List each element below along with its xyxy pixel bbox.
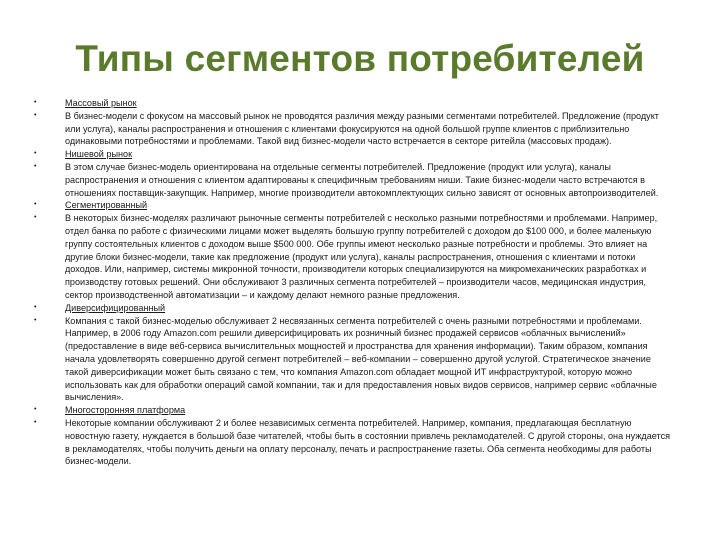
bullet-icon: •	[34, 201, 37, 209]
section-body-text: В некоторых бизнес-моделях различают рыночные сегменты потребителей с несколько разными потребностями и проблемами. Например, отдел банка по работе с физическими лицами может выделять большую группу потребителей с доходом до $100 000, и более маленькую группу состоятельных клиентов с доходом выше $500 000. Обе группы имеют несколько разные потребности и проблемы. Это влияет на другие блоки бизнес-модели, такие как предложение (продукт или услуга), каналы распространения, отношения с клиентами и потоки доходов. Или, например, системы микронной точности, производители которых специализируются на микромеханических разработках и производству готовых решений. Они обслуживают 3 различных сегмента потребителей – производители часов, медицинская индустрия, сектор производственной автоматизации – и каждому делают немного разные предложения.	[65, 213, 658, 300]
section-body-text: Компания с такой бизнес-моделью обслуживает 2 несвязанных сегмента потребителей с очень разными потребностями и проблемами. Например, в 2006 году Amazon.com решили диверсифицировать их розничный бизнес продажей сервисов «облачных вычислений» (предоставление в виде веб-сервиса вычислительных мощностей и пространства для хранения информации). Таким образом, компания начала удовлетворять совершенно другой сегмент потребителей – веб-компании – совершенно другой услугой. Стратегическое значение такой диверсификации может быть связано с тем, что компания Amazon.com обладает мощной ИТ инфраструктурой, которую можно использовать как для обработки операций самой компании, так и для предоставления новых видов сервисов, например сервис «облачные вычисления».	[65, 315, 657, 403]
section-heading-multi-sided-platform	[34, 404, 674, 417]
section-heading-diversified	[34, 302, 674, 315]
slide-title: Типы сегментов потребителей	[75, 38, 645, 79]
bullet-icon: •	[34, 150, 37, 158]
bullet-icon: •	[34, 162, 37, 170]
bullet-icon: •	[34, 214, 37, 222]
section-body-multi-sided-platform	[34, 417, 674, 468]
bullet-icon: •	[34, 406, 37, 414]
bullet-icon: •	[34, 111, 37, 119]
section-body-mass-market	[34, 110, 674, 148]
slide-content	[34, 97, 674, 468]
bullet-icon: •	[34, 316, 37, 324]
section-heading-text: Массовый рынок	[65, 98, 137, 108]
section-heading-text: Диверсифицированный	[65, 302, 166, 313]
section-heading-text: Многосторонняя платформа	[65, 405, 186, 416]
bullet-icon: •	[34, 99, 37, 106]
section-heading-text: Сегментированный	[65, 200, 148, 211]
section-heading-niche-market	[34, 148, 674, 161]
bullet-icon: •	[34, 418, 37, 426]
section-heading-text: Нишевой рынок	[65, 149, 133, 160]
section-body-diversified	[34, 315, 674, 405]
section-body-text: В бизнес-модели с фокусом на массовый рынок не проводятся различия между разными сегментами потребителей. Предложение (продукт или услуга), каналы распространения и отношения с клиентами фокусируются на одной большой группе клиентов с приблизительно одинаковыми потребностями и проблемами. Такой вид бизнес-модели часто встречается в секторе ритейла (массовых продаж).	[65, 110, 659, 147]
section-body-segmented	[34, 212, 674, 302]
section-body-text: Некоторые компании обслуживают 2 и более независимых сегмента потребителей. Например, компания, предлагающая бесплатную новостную газету, нуждается в большой базе читателей, чтобы быть в состоянии привлечь рекламодателей. С другой стороны, она нуждается в рекламодателях, чтобы получить деньги на оплату персоналу, печать и распространение газеты. Оба сегмента необходимы для работы бизнес-модели.	[65, 417, 671, 467]
section-heading-segmented	[34, 199, 674, 212]
bullet-icon: •	[34, 303, 37, 311]
section-heading-mass-market	[34, 97, 674, 110]
section-body-niche-market	[34, 161, 674, 199]
section-body-text: В этом случае бизнес-модель ориентирована на отдельные сегменты потребителей. Предложение (продукт или услуга), каналы распространения и отношения с клиентом адаптированы к специфичным требованиям ниши. Такие бизнес-модели часто встречаются в отношениях поставщик-закупщик. Например, многие производители автокомплектующих сильно зависят от основных автопроизводителей.	[65, 161, 659, 198]
